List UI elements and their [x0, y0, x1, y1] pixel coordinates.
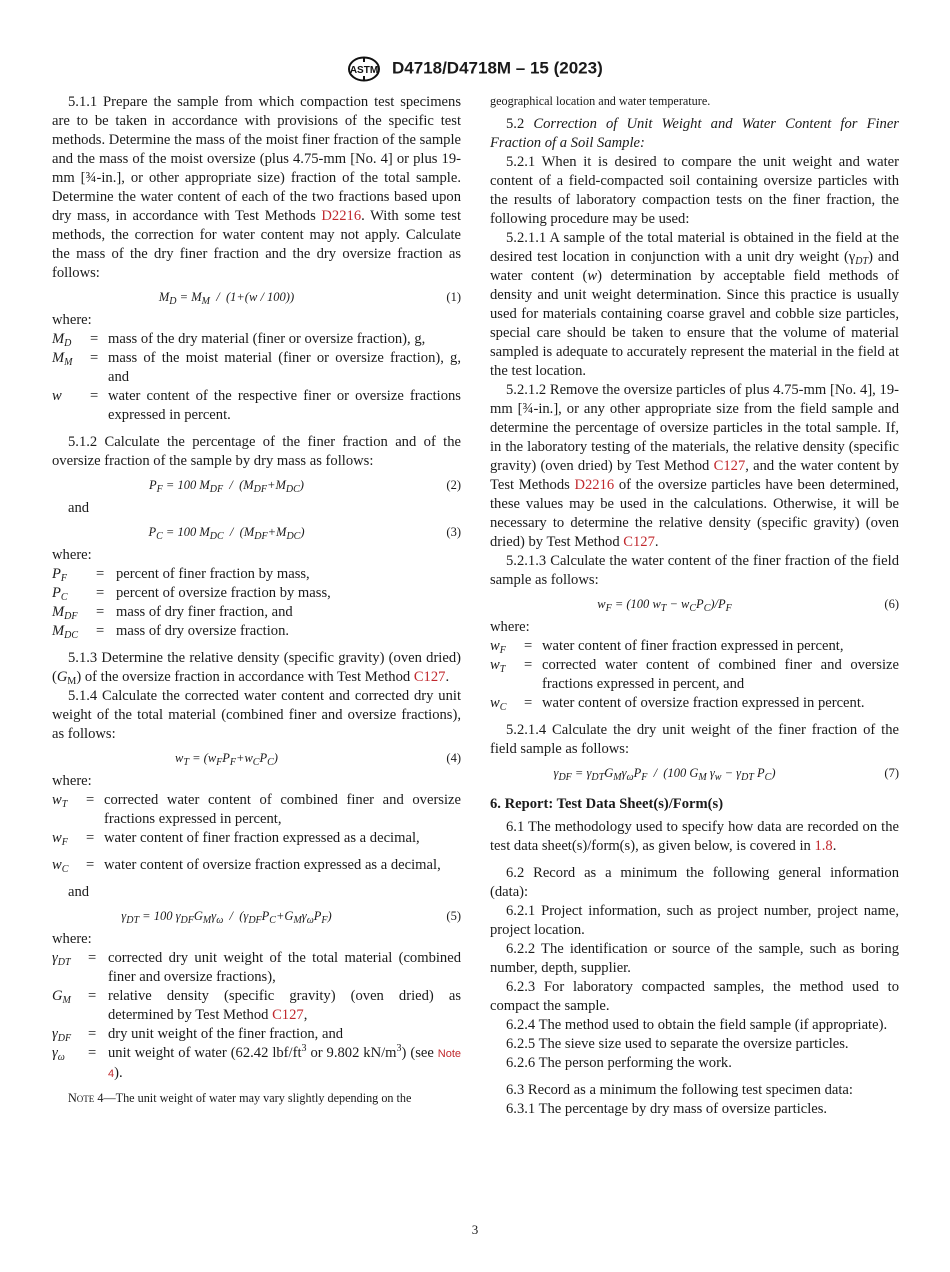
- note-4: Note 4—The unit weight of water may vary slightly depending on the: [68, 1091, 412, 1105]
- paragraph-6-2-1: 6.2.1 Project information, such as project number, project name, project location.: [490, 903, 899, 938]
- where-label: where:: [52, 931, 92, 947]
- paragraph-6-2-5: 6.2.5 The sieve size used to separate the oversize particles.: [506, 1036, 849, 1052]
- paragraph-5-1-2: 5.1.2 Calculate the percentage of the finer fraction and of the oversize fraction of the sample by dry mass as follows:: [52, 434, 461, 469]
- paragraph-5-2-1-3: 5.2.1.3 Calculate the water content of the finer fraction of the field sample as follows:: [490, 553, 899, 588]
- right-column: [490, 93, 899, 1119]
- paragraph-6-3-1: 6.3.1 The percentage by dry mass of oversize particles.: [506, 1101, 828, 1117]
- paragraph-5-1-4: 5.1.4 Calculate the corrected water content and corrected dry unit weight of the total material (combined finer and oversize fractions), as follows:: [52, 688, 461, 742]
- where-label: where:: [490, 619, 530, 635]
- left-column: [52, 93, 461, 1106]
- paragraph-6-2-3: 6.2.3 For laboratory compacted samples, the method used to compact the sample.: [490, 979, 899, 1014]
- page-number: 3: [471, 1222, 479, 1237]
- equation-5: $\gamma_{DT} = 100$ $\gamma_{DF}G_M\gamma_\omega / (\gamma_{DF}P_C+G_M\gamma_\omega P_F)$ (5): [121, 909, 461, 926]
- astm-logo-icon: [347, 56, 381, 82]
- paragraph-5-2-1-1: 5.2.1.1 A sample of the total material is obtained in the field at the desired test location in conjunction with a unit dry weight $(\gamma_{DT})$ and water content (w) determination by acceptable field methods of density and unit weight determination. Since this practice is usually used for materials containing coarse gravel and cobble size particles, special care should be taken to ensure that the volume of material sampled is adequate to accurately represent the material in the field at the test location.: [490, 230, 899, 379]
- paragraph-5-1-3: 5.1.3 Determine the relative density (specific gravity) (oven dried) $(G_M)$ of the oversize fraction in accordance with Test Method C127.: [52, 650, 461, 687]
- paragraph-6-2-4: 6.2.4 The method used to obtain the field sample (if appropriate).: [506, 1017, 888, 1033]
- paragraph-6-2-6: 6.2.6 The person performing the work.: [506, 1055, 732, 1071]
- paragraph-5-1-1: 5.1.1 Prepare the sample from which compaction test specimens are to be taken in accordance with provisions of the specific test methods. Determine the mass of the moist finer fraction of the sample and the mass of the moist oversize (plus 4.75-mm [No. 4] or plus 19-mm [¾-in.], or other appropriate size) fraction of the total sample. Determine the water content of each of the two fractions based upon dry mass, in accordance with Test Methods D2216. With some test methods, the correction for water content may not apply. Calculate the mass of the dry finer fraction and the dry oversize fraction as follows:: [52, 94, 461, 281]
- and-label: and: [68, 884, 90, 900]
- link-1-8[interactable]: 1.8: [814, 838, 833, 854]
- equation-6: $w_F = (100$ $w_T - w_CP_C)/P_F$ (6): [597, 597, 899, 614]
- definitions-5: $w_F$ = water content of finer fraction expressed in percent, $w_T$ = corrected water content of combined finer and oversize fractions expressed in percent, and $w_C$ = water content of oversize fraction expressed in percent.: [490, 638, 899, 713]
- link-c127[interactable]: C127: [272, 1007, 304, 1023]
- equation-7: $\gamma_{DF} = \gamma_{DT}G_M\gamma_\omega P_F / (100$ $G_M$ $\gamma_w - \gamma_{DT}$ $P_C$) (7): [553, 766, 899, 783]
- equation-2: $P_F = 100$ $M_{DF} / (M_{DF}+M_{DC})$ (2): [149, 478, 461, 495]
- paragraph-5-2-1: 5.2.1 When it is desired to compare the unit weight and water content of a field-compacted soil containing oversize particles with the results of laboratory compaction tests on the finer fraction, the following procedure may be used:: [490, 154, 899, 227]
- section-6-heading: 6. Report: Test Data Sheet(s)/Form(s): [490, 796, 724, 812]
- link-note-4[interactable]: Note 4: [108, 1048, 462, 1080]
- where-label: where:: [52, 773, 92, 789]
- paragraph-5-2-1-4: 5.2.1.4 Calculate the dry unit weight of the finer fraction of the field sample as follows:: [490, 722, 899, 757]
- equation-4: $w_T = (w_FP_F+w_CP_C)$ (4): [175, 751, 461, 768]
- link-d2216[interactable]: D2216: [321, 208, 362, 224]
- document-designation: D4718/D4718M – 15 (2023): [391, 58, 603, 78]
- link-c127[interactable]: C127: [623, 534, 655, 550]
- section-5-2: 5.2 Correction of Unit Weight and Water Content for Finer Fraction of a Soil Sample:: [490, 116, 899, 151]
- where-label: where:: [52, 547, 92, 563]
- and-label: and: [68, 500, 90, 516]
- link-c127[interactable]: C127: [713, 458, 746, 474]
- note-4-continued: geographical location and water temperature.: [490, 94, 711, 108]
- svg-text:ASTM: ASTM: [350, 65, 379, 76]
- paragraph-6-3: 6.3 Record as a minimum the following test specimen data:: [506, 1082, 853, 1098]
- definitions-4: $\gamma_{DT}$ = corrected dry unit weight of the total material (combined finer and oversize fractions), $G_M$ = relative density (specific gravity) (oven dried) as determined by Test Method C127, $\gamma_{DF}$ = dry unit weight of the finer fraction, and $\gamma_\omega$ = unit weight of water (62.42 lbf/$ft^3$ or 9.802 $kN/m^3$) (see Note 4).: [52, 950, 462, 1081]
- definitions-3: $w_T$ = corrected water content of combined finer and oversize fractions expressed in percent, $w_F$ = water content of finer fraction expressed as a decimal, $w_C$ = water content of oversize fraction expressed as a decimal,: [52, 792, 461, 875]
- paragraph-6-2-2: 6.2.2 The identification or source of the sample, such as boring number, depth, supplier.: [490, 941, 899, 976]
- equation-1: $M_D = M_M / (1+(w / 100))$ (1): [158, 290, 461, 307]
- paragraph-6-2: 6.2 Record as a minimum the following general information (data):: [490, 865, 899, 900]
- page-header: [0, 56, 950, 82]
- definitions-1: $M_D$ = mass of the dry material (finer or oversize fraction), g, $M_M$ = mass of the moist material (finer or oversize fraction), g, and w = water content of the respective finer or oversize fractions expressed in percent.: [52, 331, 461, 423]
- paragraph-6-1: 6.1 The methodology used to specify how data are recorded on the test data sheet(s)/form(s), as given below, is covered in 1.8.: [490, 819, 899, 854]
- link-c127[interactable]: C127: [413, 669, 446, 685]
- paragraph-5-2-1-2: 5.2.1.2 Remove the oversize particles of plus 4.75-mm [No. 4], 19-mm [¾-in.], or any other appropriate size from the field sample and determine the percentage of oversize particles in the total sample. If, in the laboratory testing of the materials, the relative density (specific gravity) (oven dried) by Test Method C127, and the water content by Test Methods D2216 of the oversize particles have been determined, these values may be used in the calculations. Otherwise, it will be necessary to determine the relative density (specific gravity) (oven dried) by Test Method C127.: [490, 382, 900, 550]
- where-label: where:: [52, 312, 92, 328]
- link-d2216[interactable]: D2216: [574, 477, 615, 493]
- definitions-2: $P_F$ = percent of finer fraction by mass, $P_C$ = percent of oversize fraction by mass, $M_{DF}$ = mass of dry finer fraction, and $M_{DC}$ = mass of dry oversize fraction.: [52, 566, 331, 641]
- equation-3: $P_C = 100$ $M_{DC} / (M_{DF}+M_{DC})$ (3): [148, 525, 461, 542]
